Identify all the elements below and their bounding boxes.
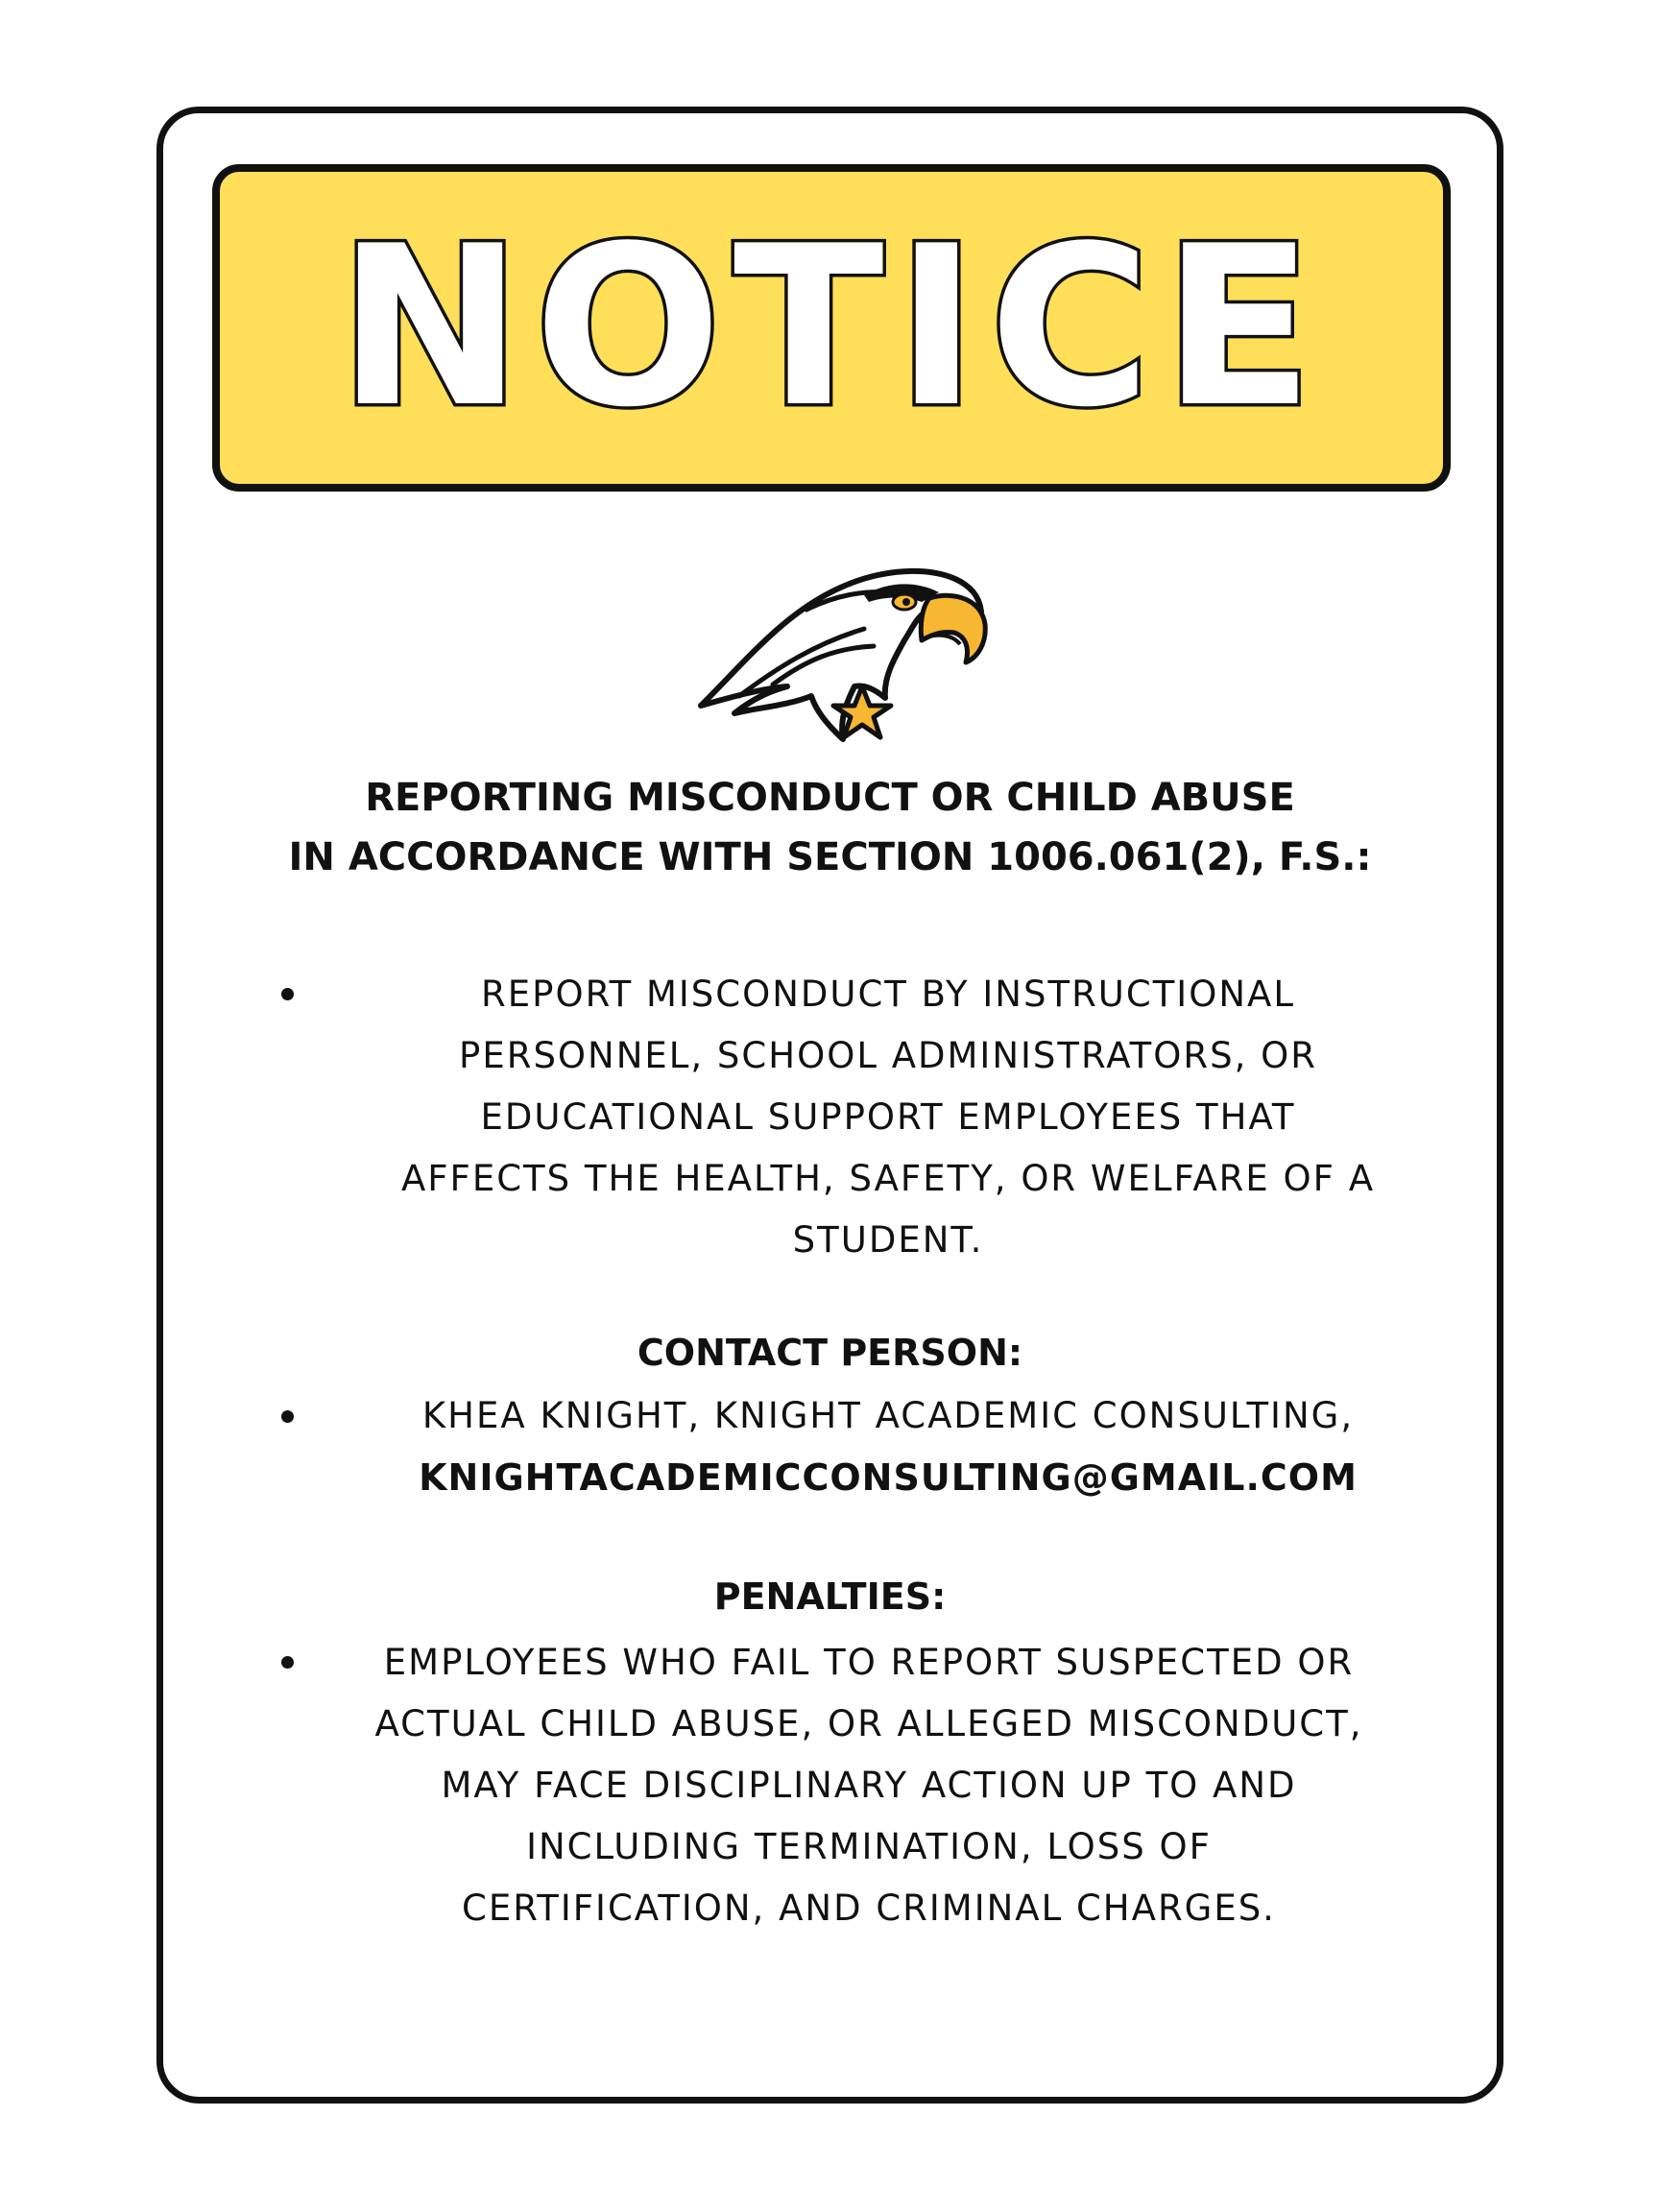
penalties-line: INCLUDING TERMINATION, LOSS OF [526, 1826, 1212, 1867]
eagle-mascot-icon [682, 552, 989, 749]
contact-label: CONTACT PERSON: [637, 1332, 1023, 1374]
contact-details [307, 1385, 1469, 1508]
notice-title: NOTICE [337, 199, 1326, 456]
report-line: STUDENT. [792, 1219, 984, 1261]
penalties-paragraph [288, 1632, 1450, 1939]
report-line: EDUCATIONAL SUPPORT EMPLOYEES THAT [480, 1096, 1296, 1138]
report-line: REPORT MISCONDUCT BY INSTRUCTIONAL [481, 974, 1295, 1015]
report-bullet [281, 988, 294, 1000]
policy-heading-line-2: IN ACCORDANCE WITH SECTION 1006.061(2), F.S.: [288, 835, 1372, 879]
penalties-line: MAY FACE DISCIPLINARY ACTION UP TO AND [441, 1765, 1297, 1806]
report-line: PERSONNEL, SCHOOL ADMINISTRATORS, OR [459, 1035, 1317, 1076]
penalties-label: PENALTIES: [713, 1575, 947, 1618]
penalties-line: CERTIFICATION, AND CRIMINAL CHARGES. [462, 1887, 1276, 1929]
penalties-line: ACTUAL CHILD ABUSE, OR ALLEGED MISCONDUCT, [374, 1703, 1363, 1744]
report-line: AFFECTS THE HEALTH, SAFETY, OR WELFARE OF A [400, 1158, 1376, 1199]
policy-heading [156, 768, 1503, 887]
penalties-line: EMPLOYEES WHO FAIL TO REPORT SUSPECTED OR [383, 1642, 1355, 1683]
contact-bullet [281, 1410, 294, 1423]
policy-heading-line-1: REPORTING MISCONDUCT OR CHILD ABUSE [365, 776, 1295, 820]
notice-banner [212, 164, 1451, 492]
contact-email: KNIGHTACADEMICCONSULTING@GMAIL.COM [419, 1456, 1358, 1499]
report-paragraph [307, 964, 1469, 1271]
contact-name: KHEA KNIGHT, KNIGHT ACADEMIC CONSULTING, [421, 1395, 1355, 1436]
